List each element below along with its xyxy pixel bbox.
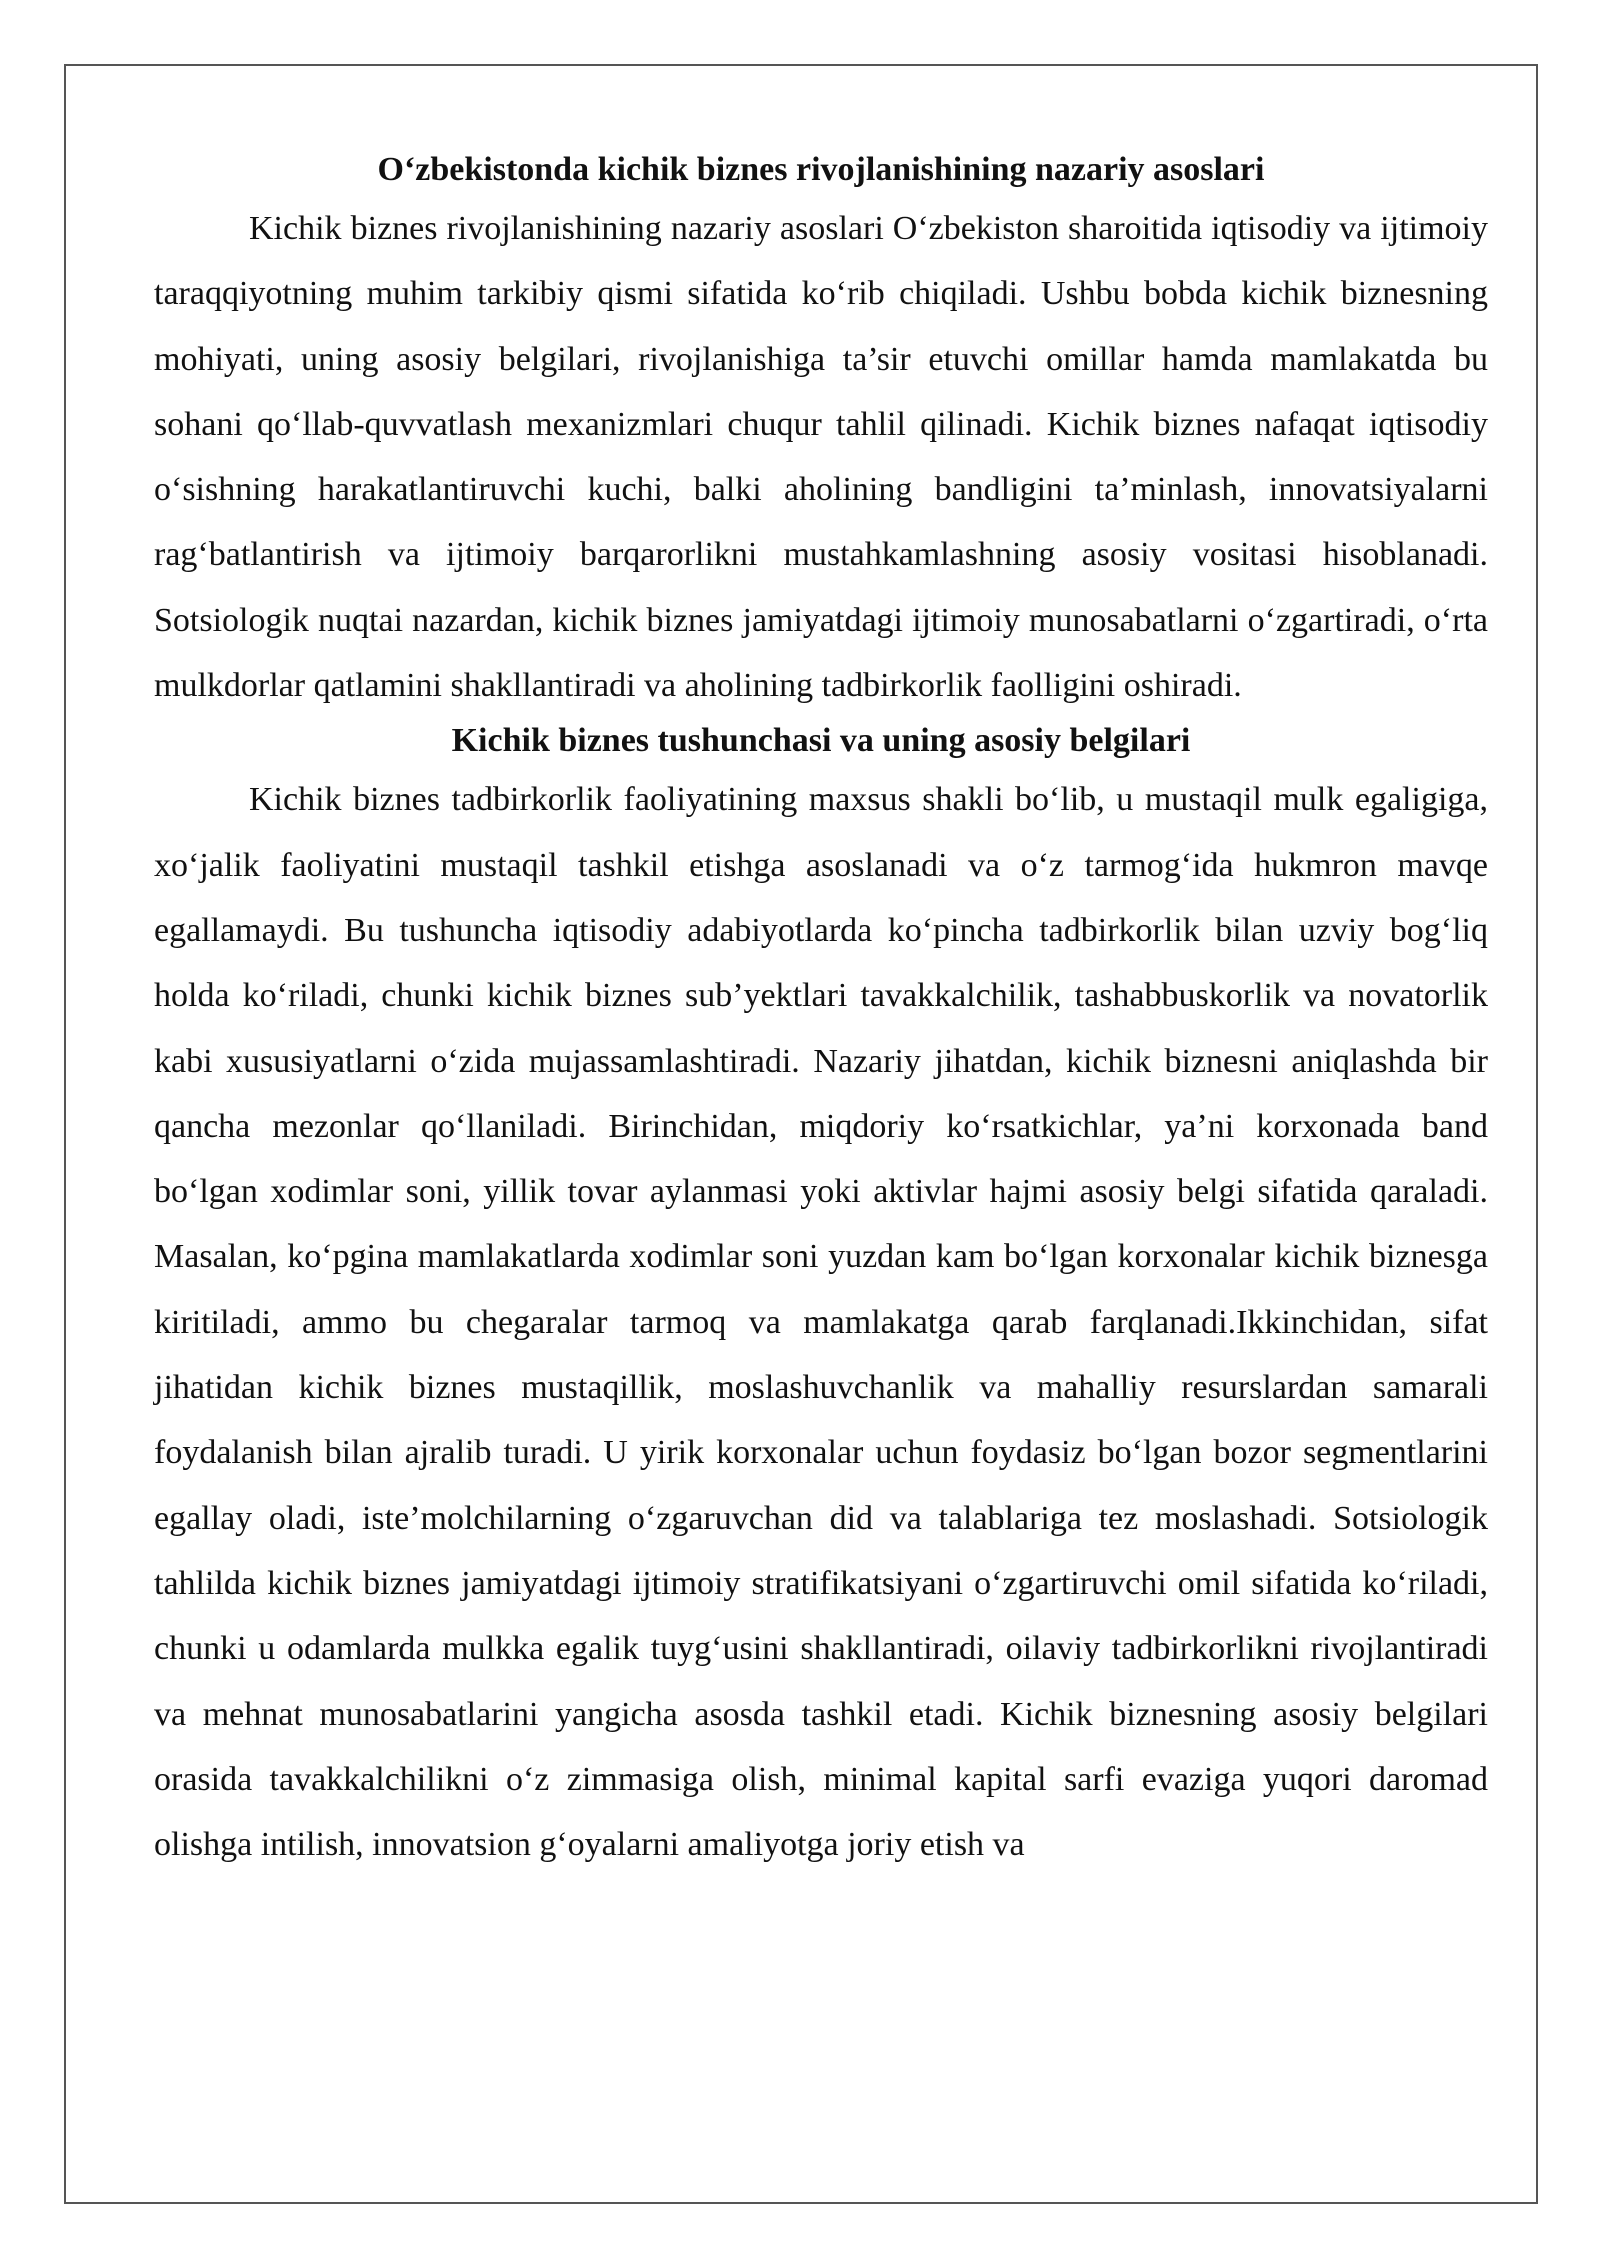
paragraph: Kichik biznes rivojlanishining nazariy asoslari O‘zbekiston sharoitida iqtisodiy va ijtimoiy taraqqiyotning muhim tarkibiy qismi sifatida ko‘rib chiqiladi. Ushbu bobda kichik biznesning mohiyati, uning asosiy belgilari, rivojlanishiga ta’sir etuvchi omillar hamda mamlakatda bu sohani qo‘llab-quvvatlash mexanizmlari chuqur tahlil qilinadi. Kichik biznes nafaqat iqtisodiy o‘sishning harakatlantiruvchi kuchi, balki aholining bandligini ta’minlash, innovatsiyalarni rag‘batlantirish va ijtimoiy barqarorlikni mustahkamlashning asosiy vositasi hisoblanadi. Sotsiologik nuqtai nazardan, kichik biznes jamiyatdagi ijtimoiy munosabatlarni o‘zgartiradi, o‘rta mulkdorlar qatlamini shakllantiradi va aholining tadbirkorlik faolligini oshiradi. [154, 210, 1488, 705]
document-body [154, 147, 1488, 1877]
section-heading: Kichik biznes tushunchasi va uning asosiy belgilari [451, 722, 1191, 760]
paragraph: Kichik biznes tadbirkorlik faoliyatining maxsus shakli bo‘lib, u mustaqil mulk egaligiga, xo‘jalik faoliyatini mustaqil tashkil etishga asoslanadi va o‘z tarmog‘ida hukmron mavqe egallamaydi. Bu tushuncha iqtisodiy adabiyotlarda ko‘pincha tadbirkorlik bilan uzviy bog‘liq holda ko‘riladi, chunki kichik biznes sub’yektlari tavakkalchilik, tashabbuskorlik va novatorlik kabi xususiyatlarni o‘zida mujassamlashtiradi. Nazariy jihatdan, kichik biznesni aniqlashda bir qancha mezonlar qo‘llaniladi. Birinchidan, miqdoriy ko‘rsatkichlar, ya’ni korxonada band bo‘lgan xodimlar soni, yillik tovar aylanmasi yoki aktivlar hajmi asosiy belgi sifatida qaraladi. Masalan, ko‘pgina mamlakatlarda xodimlar soni yuzdan kam bo‘lgan korxonalar kichik biznesga kiritiladi, ammo bu chegaralar tarmoq va mamlakatga qarab farqlanadi.Ikkinchidan, sifat jihatidan kichik biznes mustaqillik, moslashuvchanlik va mahalliy resurslardan samarali foydalanish bilan ajralib turadi. U yirik korxonalar uchun foydasiz bo‘lgan bozor segmentlarini egallay oladi, iste’molchilarning o‘zgaruvchan did va talablariga tez moslashadi. Sotsiologik tahlilda kichik biznes jamiyatdagi ijtimoiy stratifikatsiyani o‘zgartiruvchi omil sifatida ko‘riladi, chunki u odamlarda mulkka egalik tuyg‘usini shakllantiradi, oilaviy tadbirkorlikni rivojlantiradi va mehnat munosabatlarini yangicha asosda tashkil etadi. Kichik biznesning asosiy belgilari orasida tavakkalchilikni o‘z zimmasiga olish, minimal kapital sarfi evaziga yuqori daromad olishga intilish, innovatsion g‘oyalarni amaliyotga joriy etish va [154, 781, 1488, 1864]
document-title: O‘zbekistonda kichik biznes rivojlanishining nazariy asoslari [377, 151, 1265, 188]
